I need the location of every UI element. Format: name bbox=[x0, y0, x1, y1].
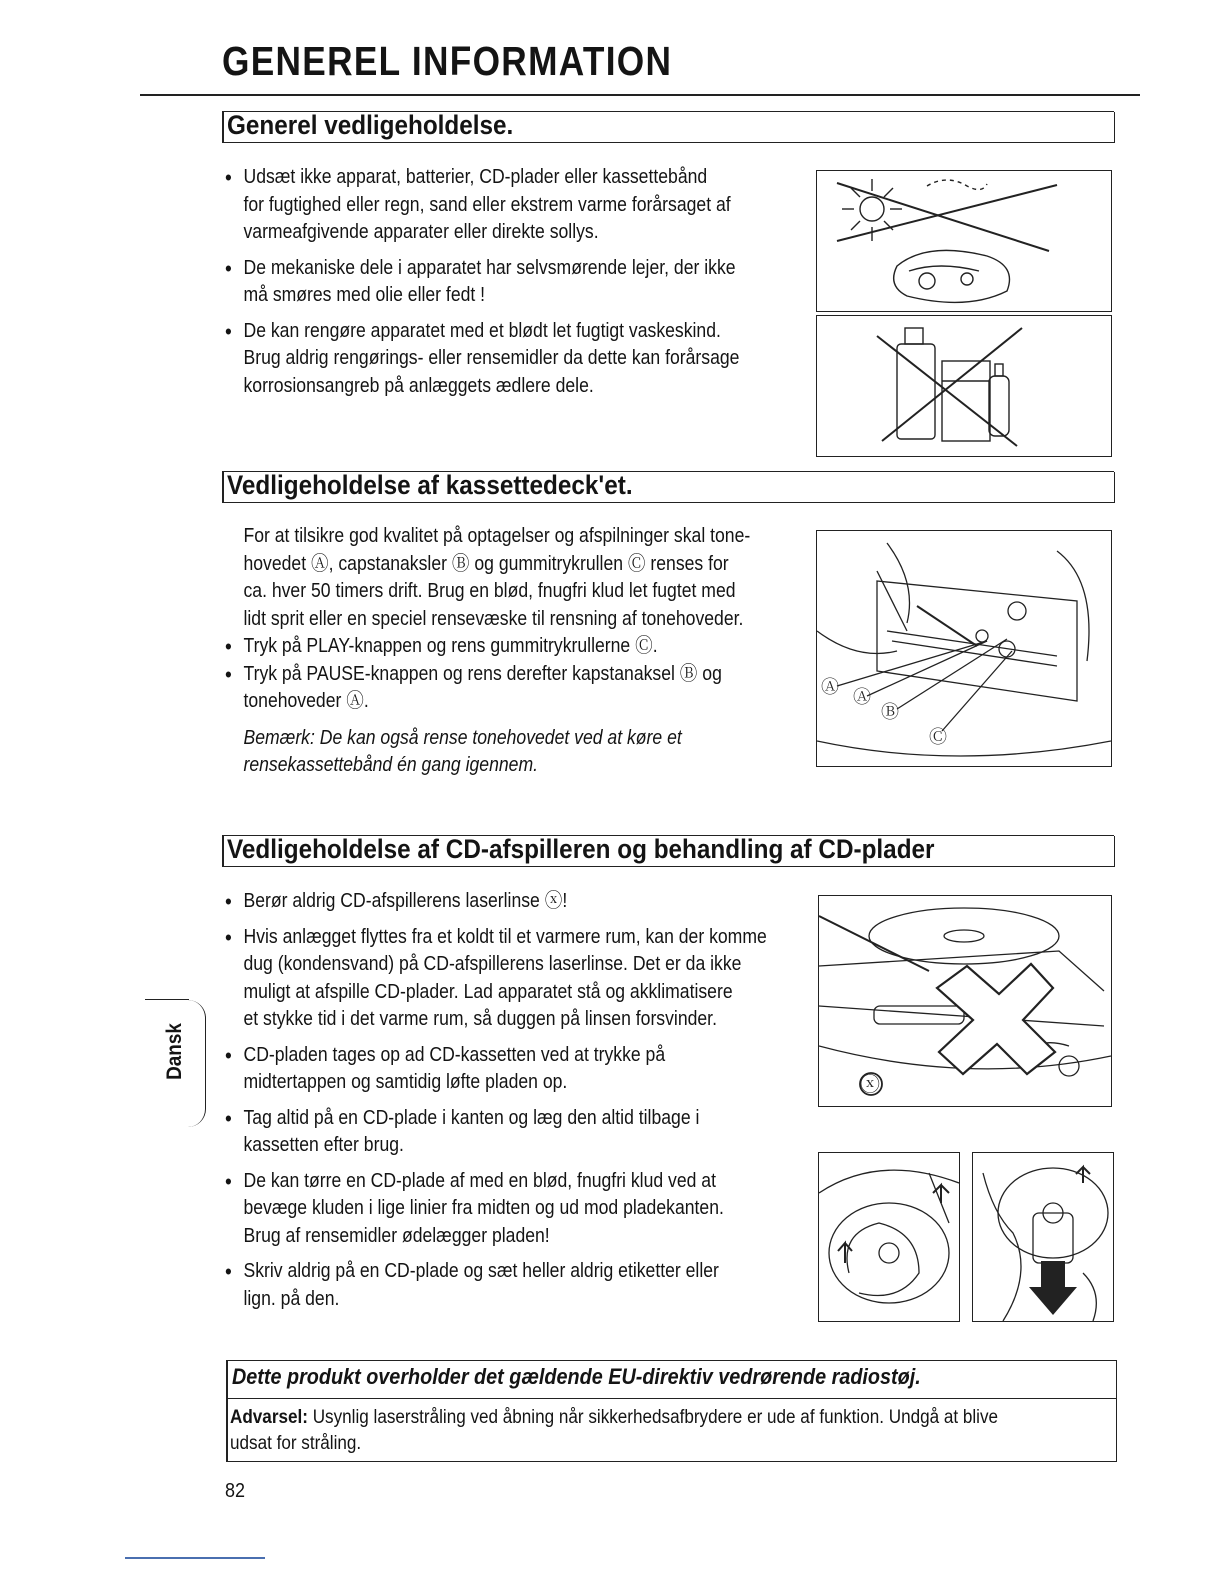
figure-label-a-2: Ⓐ bbox=[853, 687, 871, 708]
section-3-bullet-4: • Tag altid på en CD-plade i kanten og læg den altid tilbage i kassetten efter brug. bbox=[225, 1105, 767, 1160]
figure-no-sunlight bbox=[816, 170, 1112, 312]
section-2-body bbox=[225, 523, 750, 780]
side-tab-label: Dansk bbox=[163, 1023, 186, 1080]
section-1-bullet-3: • De kan rengøre apparatet med et blødt let fugtigt vaskeskind. Brug aldrig rengørings- eller rensemidler da dette kan forårsage korrosionsangreb på anlæggets ædlere dele. bbox=[225, 318, 739, 401]
warning-label: Advarsel: bbox=[230, 1407, 308, 1428]
section-3-title: Vedligeholdelse af CD-afspilleren og behandling af CD-plader bbox=[227, 834, 935, 864]
section-1-title: Generel vedligeholdelse. bbox=[227, 110, 514, 140]
language-side-tab bbox=[145, 1000, 206, 1127]
notice-title: Dette produkt overholder det gældende EU-direktiv vedrørende radiostøj. bbox=[232, 1364, 921, 1389]
section-1-bullet-1: • Udsæt ikke apparat, batterier, CD-plader eller kassettebånd for fugtighed eller regn, sand eller ekstrem varme forårsaget af varmeafgivende apparater eller direkte sollys. bbox=[225, 164, 739, 247]
section-2-bullet-2: • Tryk på PAUSE-knappen og rens derefter kapstanaksel Ⓑ og tonehoveder Ⓐ. bbox=[225, 661, 750, 716]
section-3-body bbox=[225, 888, 767, 1321]
section-3-bullet-5: • De kan tørre en CD-plade af med en blød, fnugfri klud ved at bevæge kluden i lige linier fra midten og ud mod pladekanten. Brug af rensemidler ødelægger pladen! bbox=[225, 1168, 767, 1251]
figure-cd-handling bbox=[818, 1152, 960, 1322]
section-2-bullet-1: • Tryk på PLAY-knappen og rens gummitrykrullerne Ⓒ. bbox=[225, 633, 750, 661]
title-rule bbox=[140, 94, 1140, 96]
figure-label-b: Ⓑ bbox=[881, 702, 899, 723]
section-2-intro: For at tilsikre god kvalitet på optagelser og afspilninger skal tone- hovedet Ⓐ, capstanaksler Ⓑ og gummitrykrullen Ⓒ renses for ca. hver 50 timers drift. Brug en blød, fnugfri klud let fugtet med lidt sprit eller en speciel rensevæske til rensning af tonehoveder. bbox=[243, 525, 751, 630]
page-title: GENEREL INFORMATION bbox=[222, 38, 673, 84]
section-3-bullet-1: • Berør aldrig CD-afspillerens laserlinse ⓧ! bbox=[225, 888, 767, 916]
figure-label-a-1: Ⓐ bbox=[821, 677, 839, 698]
section-1-body bbox=[225, 164, 739, 408]
figure-no-cleaning-agents bbox=[816, 315, 1112, 457]
warning-text: Advarsel: Usynlig laserstråling ved åbning når sikkerhedsafbrydere er ude af funktion. Undgå at blive udsat for stråling. bbox=[230, 1407, 999, 1454]
section-1-bullet-2: • De mekaniske dele i apparatet har selvsmørende lejer, der ikke må smøres med olie eller fedt ! bbox=[225, 255, 739, 310]
section-2-note: Bemærk: De kan også rense tonehovedet ved at køre et rensekassettebånd én gang igennem. bbox=[243, 726, 682, 776]
figure-label-x: ⓧ bbox=[860, 1072, 880, 1096]
notice-divider bbox=[226, 1398, 1116, 1399]
page-number: 82 bbox=[225, 1480, 246, 1502]
section-3-bullet-3: • CD-pladen tages op ad CD-kassetten ved at trykke på midtertappen og samtidig løfte pladen op. bbox=[225, 1042, 767, 1097]
figure-cassette-deck bbox=[816, 530, 1112, 767]
figure-cd-laser-lens bbox=[818, 895, 1112, 1107]
scan-artifact-line bbox=[125, 1557, 265, 1559]
figure-cd-removal bbox=[972, 1152, 1114, 1322]
section-3-bullet-2: • Hvis anlægget flyttes fra et koldt til et varmere rum, kan der komme dug (kondensvand) på CD-afspillerens laserlinse. Det er da ikke muligt at afspille CD-plader. Lad apparatet stå og akklimatisere et stykke tid i det varme rum, så duggen på linsen forsvinder. bbox=[225, 924, 767, 1034]
section-3-bullet-6: • Skriv aldrig på en CD-plade og sæt heller aldrig etiketter eller lign. på den. bbox=[225, 1258, 767, 1313]
figure-label-c: Ⓒ bbox=[929, 727, 947, 748]
section-2-title: Vedligeholdelse af kassettedeck'et. bbox=[227, 470, 633, 500]
